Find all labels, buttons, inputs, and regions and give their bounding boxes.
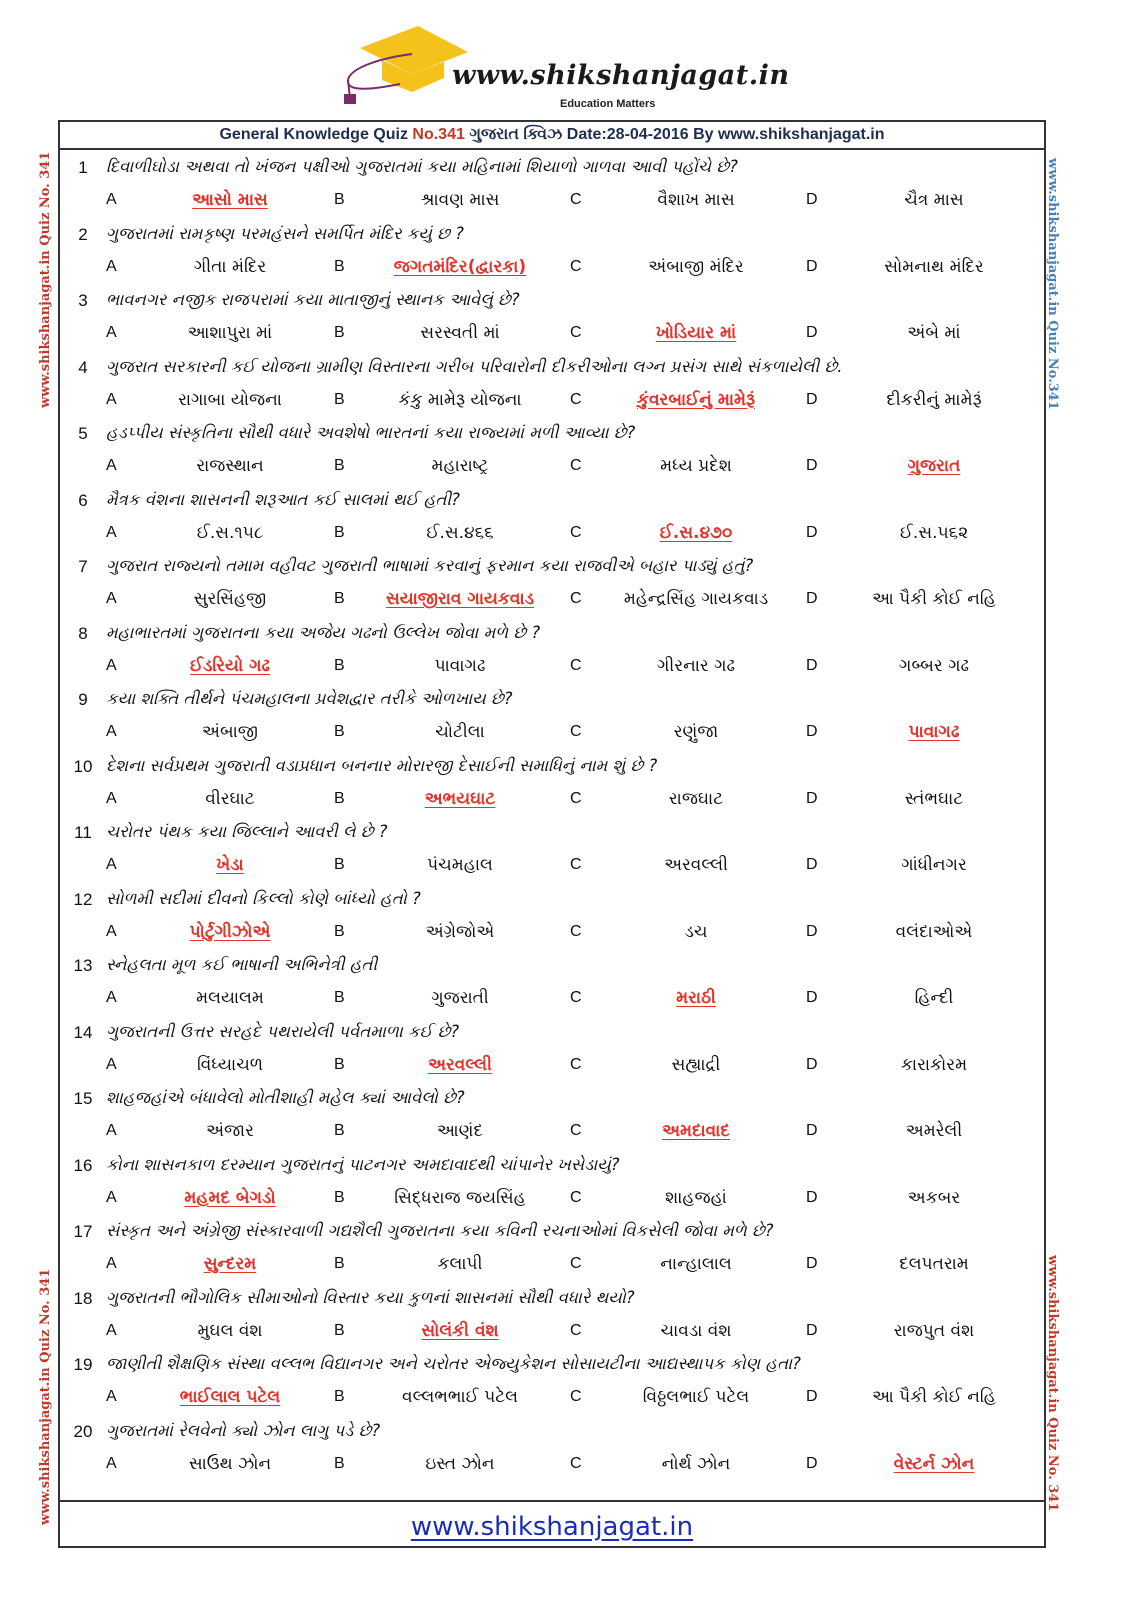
option-value: રણુંજા xyxy=(673,722,719,742)
option-value: રાજપુત વંશ xyxy=(893,1320,975,1341)
option-value: વિંધ્યાચળ xyxy=(196,1054,264,1075)
option-value: રાગાબા યોજના xyxy=(178,389,282,410)
option-letter: A xyxy=(106,1321,117,1339)
quiz-header xyxy=(60,122,1044,150)
option-value: સોમનાથ મંદિર xyxy=(884,256,984,277)
option-correct-answer: મરાઠી xyxy=(676,988,716,1008)
options-row xyxy=(60,1182,1044,1214)
question-text: સંસ્કૃત અને અંગ્રેજી સંસ્કારવાળી ગદ્યશૈલી ગુજરાતના કયા કવિની રચનાઓમાં વિકસેલી જોવા મળે છે? xyxy=(106,1221,774,1240)
side-watermark-right-top: www.shikshanjagat.in Quiz No.341 xyxy=(1045,158,1060,410)
option-value: ગીતા મંદિર xyxy=(193,256,267,277)
question-7 xyxy=(60,551,1044,617)
question-text: ગુજરાત રાજ્યનો તમામ વહીવટ ગુજરાતી ભાષામાં કરવાનું ફરમાન કયા રાજવીએ બહાર પાડ્યું હતું? xyxy=(106,556,754,575)
option-value: સિદ્ધરાજ જયસિંહ xyxy=(394,1187,526,1208)
question-text: ભાવનગર નજીક રાજપરામાં કયા માતાજીનું સ્થાનક આવેલું છે? xyxy=(106,290,520,309)
option-value: દીકરીનું મામેરૂં xyxy=(886,389,982,410)
option-letter: B xyxy=(334,1255,345,1272)
question-text: મહાભારતમાં ગુજરાતના કયા અજેય ગઢનો ઉલ્લેખ જોવા મળે છે ? xyxy=(106,622,541,642)
option-letter: D xyxy=(806,1122,818,1139)
option-letter: C xyxy=(570,1055,582,1073)
option-correct-answer: પાવાગઢ xyxy=(908,722,960,742)
option-letter: D xyxy=(806,1388,818,1405)
option-letter: B xyxy=(334,1454,345,1472)
question-text: ગુજરાતમાં રેલવેનો ક્યો ઝોન લાગુ પડે છે? xyxy=(106,1420,381,1440)
question-line xyxy=(60,1416,1044,1446)
question-line xyxy=(60,751,1044,781)
option-letter: C xyxy=(570,257,582,275)
option-letter: B xyxy=(334,856,345,873)
question-18 xyxy=(60,1283,1044,1349)
option-value: શાહજહાં xyxy=(665,1187,727,1208)
option-letter: D xyxy=(806,723,818,740)
question-16 xyxy=(60,1150,1044,1216)
options-row xyxy=(60,982,1044,1014)
option-value: અકબર xyxy=(907,1187,961,1208)
question-text: ગુજરાતની ઉત્તર સરહદે પથરાયેલી પર્વતમાળા કઈ છે? xyxy=(106,1021,460,1041)
option-letter: C xyxy=(570,191,582,208)
question-line xyxy=(60,884,1044,914)
option-value: સરસ્વતી માં xyxy=(420,323,500,343)
option-value: કલાપી xyxy=(437,1254,483,1274)
option-letter: D xyxy=(806,1055,818,1073)
question-6 xyxy=(60,485,1044,551)
option-value: અંગ્રેજોએ xyxy=(425,921,495,942)
question-1 xyxy=(60,152,1044,218)
options-row xyxy=(60,583,1044,615)
option-correct-answer: આસો માસ xyxy=(192,190,268,210)
option-value: નોર્થ ઝોન xyxy=(661,1453,731,1474)
option-value: હિન્દી xyxy=(914,988,954,1008)
option-value: ચૈત્ર માસ xyxy=(904,190,964,210)
question-line xyxy=(60,1150,1044,1180)
options-row xyxy=(60,783,1044,815)
option-value: મલયાલમ xyxy=(196,988,264,1008)
header-title-gujarati: ગુજરાત ક્વિઝ xyxy=(464,126,567,143)
option-value: સ્તંભઘાટ xyxy=(904,788,964,809)
question-8 xyxy=(60,618,1044,684)
question-13 xyxy=(60,950,1044,1016)
option-value: ઈ.સ.૫૬૨ xyxy=(899,522,969,543)
question-number: 16 xyxy=(73,1155,93,1175)
option-value: સુરસિંહજી xyxy=(193,589,267,609)
option-correct-answer: ખોડિયાર માં xyxy=(655,323,737,343)
option-value: ઈ.સ.૧૫૮ xyxy=(196,522,264,543)
option-letter: C xyxy=(570,989,582,1006)
option-letter: C xyxy=(570,457,582,474)
option-value: મહારાષ્ટ્ર xyxy=(431,456,489,476)
option-letter: C xyxy=(570,723,582,740)
option-letter: D xyxy=(806,390,818,408)
side-watermark-right-bottom: www.shikshanjagat.in Quiz No. 341 xyxy=(1045,1255,1060,1512)
option-correct-answer: કુંવરબાઈનું મામેરૂં xyxy=(636,389,756,410)
option-letter: B xyxy=(334,1122,345,1139)
option-letter: D xyxy=(806,789,818,807)
option-value: કંકુ મામેરૂ યોજના xyxy=(398,389,522,410)
option-correct-answer: અભયઘાટ xyxy=(424,788,496,809)
question-line xyxy=(60,684,1044,714)
question-5 xyxy=(60,418,1044,484)
question-number: 6 xyxy=(78,490,88,510)
option-value: ઈ.સ.૪૬૬ xyxy=(426,522,494,543)
option-letter: B xyxy=(334,324,345,341)
option-letter: A xyxy=(106,390,117,408)
option-value: ચાવડા વંશ xyxy=(660,1320,732,1341)
option-letter: A xyxy=(106,1454,117,1472)
option-letter: B xyxy=(334,191,345,208)
option-letter: B xyxy=(334,590,345,607)
question-19 xyxy=(60,1349,1044,1415)
option-letter: D xyxy=(806,523,818,541)
option-correct-answer: પોર્ટુગીઝોએ xyxy=(189,921,271,942)
option-value: વીરઘાટ xyxy=(205,788,255,809)
option-value: મધ્ય પ્રદેશ xyxy=(660,456,732,476)
options-row xyxy=(60,184,1044,216)
option-letter: D xyxy=(806,989,818,1006)
question-line xyxy=(60,551,1044,581)
side-watermark-left-bottom: www.shikshanjagat.in Quiz No. 341 xyxy=(38,1268,53,1525)
question-number: 5 xyxy=(78,424,88,443)
question-line xyxy=(60,485,1044,515)
question-text: સ્નેહલતા મૂળ કઈ ભાષાની અભિનેત્રી હતી xyxy=(106,955,378,974)
option-value: કારાકોરમ xyxy=(900,1054,968,1075)
question-17 xyxy=(60,1216,1044,1282)
option-letter: A xyxy=(106,723,117,740)
option-correct-answer: સુન્દરમ xyxy=(203,1254,257,1274)
option-letter: D xyxy=(806,1255,818,1272)
option-correct-answer: અરવલ્લી xyxy=(428,1054,492,1075)
option-letter: A xyxy=(106,922,117,940)
option-value: રાજઘાટ xyxy=(668,788,724,809)
question-line xyxy=(60,1349,1044,1379)
options-row xyxy=(60,849,1044,881)
option-value: અંબાજી મંદિર xyxy=(648,256,744,277)
question-text: ગુજરાતની ભૌગોલિક સીમાઓનો વિસ્તાર કયા કુળનાં શાસનમાં સૌથી વધારે થયો? xyxy=(106,1287,635,1307)
option-value: રાજસ્થાન xyxy=(196,456,264,476)
options-row xyxy=(60,450,1044,482)
option-letter: B xyxy=(334,1188,345,1206)
footer-divider xyxy=(60,1500,1044,1502)
question-11 xyxy=(60,817,1044,883)
question-number: 14 xyxy=(73,1022,93,1042)
option-letter: A xyxy=(106,1122,117,1139)
option-letter: D xyxy=(806,590,818,607)
question-number: 11 xyxy=(74,823,92,842)
option-letter: D xyxy=(806,1321,818,1339)
option-value: નાન્હાલાલ xyxy=(660,1254,732,1274)
option-letter: C xyxy=(570,390,582,408)
question-number: 12 xyxy=(73,889,93,909)
question-text: ચરોતર પંથક કયા જિલ્લાને આવરી લે છે ? xyxy=(106,822,388,841)
question-number: 15 xyxy=(73,1089,93,1108)
option-letter: B xyxy=(334,457,345,474)
question-number: 2 xyxy=(78,224,88,244)
option-letter: A xyxy=(106,1255,117,1272)
option-value: પંચમહાલ xyxy=(427,855,493,875)
question-text: ગુજરાત સરકારની કઈ યોજના ગ્રામીણ વિસ્તારના ગરીબ પરિવારોની દીકરીઓના લગ્ન પ્રસંગ સાથે સંકળાયેલી છે. xyxy=(106,356,843,376)
option-correct-answer: જગતમંદિર(દ્વારકા) xyxy=(393,256,527,277)
option-value: ગાંધીનગર xyxy=(901,855,967,875)
option-value: ગીરનાર ગઢ xyxy=(657,655,735,676)
question-number: 7 xyxy=(78,557,88,576)
question-text: કોના શાસનકાળ દરમ્યાન ગુજરાતનું પાટનગર અમદાવાદથી ચાંપાનેર ખસેડાયું? xyxy=(106,1154,620,1174)
question-line xyxy=(60,817,1044,847)
option-letter: A xyxy=(106,590,117,607)
question-number: 20 xyxy=(73,1421,93,1441)
option-value: આશાપુરા માં xyxy=(187,323,273,343)
options-row xyxy=(60,1315,1044,1347)
option-value: અરવલ્લી xyxy=(664,855,728,875)
header-prefix: General Knowledge Quiz xyxy=(219,126,413,143)
option-letter: A xyxy=(106,523,117,541)
option-correct-answer: ખેડા xyxy=(216,855,244,875)
option-value: આણંદ xyxy=(437,1121,483,1141)
option-correct-answer: સોલંકી વંશ xyxy=(421,1320,499,1341)
question-line xyxy=(60,219,1044,249)
question-line xyxy=(60,152,1044,182)
option-letter: A xyxy=(106,989,117,1006)
option-correct-answer: ઈડરિયો ગઢ xyxy=(189,655,271,676)
option-value: પાવાગઢ xyxy=(434,655,486,676)
option-correct-answer: ભાઈલાલ પટેલ xyxy=(179,1387,281,1407)
question-number: 10 xyxy=(73,756,93,776)
option-value: અંબે માં xyxy=(907,323,961,343)
option-letter: B xyxy=(334,1055,345,1073)
options-row xyxy=(60,251,1044,283)
options-row xyxy=(60,1248,1044,1280)
option-value: અમરેલી xyxy=(905,1121,963,1141)
logo-site-name: www.shikshanjagat.in xyxy=(452,60,790,91)
option-value: આ પૈકી કોઈ નહિ xyxy=(872,589,996,609)
option-letter: A xyxy=(106,257,117,275)
option-letter: C xyxy=(570,523,582,541)
side-watermark-left-top: www.shikshanjagat.in Quiz No. 341 xyxy=(38,151,53,408)
option-correct-answer: મહમદ બેગડો xyxy=(184,1187,276,1208)
option-letter: B xyxy=(334,723,345,740)
option-letter: C xyxy=(570,1321,582,1339)
header-date: Date:28-04-2016 By www.shikshanjagat.in xyxy=(566,126,885,143)
option-value: શ્રાવણ માસ xyxy=(420,190,500,210)
option-letter: B xyxy=(334,1388,345,1405)
option-value: અંજાર xyxy=(206,1121,254,1141)
option-letter: B xyxy=(334,922,345,940)
option-letter: A xyxy=(106,1188,117,1206)
option-letter: A xyxy=(106,656,117,674)
option-correct-answer: ઈ.સ.૪૭૦ xyxy=(659,522,733,543)
option-letter: B xyxy=(334,989,345,1006)
question-text: શાહજહાંએ બંધાવેલો મોતીશાહી મહેલ ક્યાં આવેલો છે? xyxy=(106,1088,465,1107)
option-letter: C xyxy=(570,856,582,873)
option-letter: C xyxy=(570,1454,582,1472)
question-text: દેશના સર્વપ્રથમ ગુજરાતી વડાપ્રધાન બનનાર મોરારજી દેસાઈની સમાધિનું નામ શું છે ? xyxy=(106,755,658,775)
option-letter: D xyxy=(806,257,818,275)
option-value: સહ્યાદ્રી xyxy=(671,1054,721,1075)
options-row xyxy=(60,1049,1044,1081)
option-value: વલ્લભભાઈ પટેલ xyxy=(402,1387,518,1407)
option-value: ગબ્બર ગઢ xyxy=(899,655,969,676)
options-row xyxy=(60,916,1044,948)
question-number: 3 xyxy=(78,291,88,310)
question-line xyxy=(60,352,1044,382)
option-correct-answer: ગુજરાત xyxy=(907,456,961,476)
question-12 xyxy=(60,884,1044,950)
option-letter: A xyxy=(106,1388,117,1405)
question-line xyxy=(60,1083,1044,1113)
option-letter: D xyxy=(806,856,818,873)
question-3 xyxy=(60,285,1044,351)
option-letter: D xyxy=(806,1454,818,1472)
option-letter: C xyxy=(570,1255,582,1272)
option-value: વલંદાઓએ xyxy=(895,921,973,942)
footer-website-link[interactable]: www.shikshanjagat.in xyxy=(410,1512,694,1542)
option-letter: A xyxy=(106,789,117,807)
option-value: મહેન્દ્રસિંહ ગાયકવાડ xyxy=(623,589,769,609)
options-row xyxy=(60,716,1044,748)
option-letter: D xyxy=(806,191,818,208)
option-letter: D xyxy=(806,656,818,674)
logo-tagline: Education Matters xyxy=(560,98,656,110)
question-line xyxy=(60,950,1044,980)
question-number: 19 xyxy=(73,1355,93,1374)
question-number: 17 xyxy=(73,1222,93,1241)
question-14 xyxy=(60,1017,1044,1083)
option-correct-answer: વેસ્ટર્ન ઝોન xyxy=(893,1453,975,1474)
option-letter: D xyxy=(806,324,818,341)
option-letter: C xyxy=(570,922,582,940)
question-text: કયા શક્તિ તીર્થને પંચમહાલના પ્રવેશદ્વાર તરીકે ઓળખાય છે? xyxy=(106,689,513,708)
option-letter: A xyxy=(106,191,117,208)
option-letter: C xyxy=(570,789,582,807)
option-value: સાઉથ ઝોન xyxy=(188,1453,272,1474)
question-10 xyxy=(60,751,1044,817)
question-line xyxy=(60,1283,1044,1313)
option-letter: A xyxy=(106,457,117,474)
question-line xyxy=(60,285,1044,315)
option-value: ચોટીલા xyxy=(435,722,485,742)
question-text: મૈત્રક વંશના શાસનની શરૂઆત કઈ સાલમાં થઈ હતી? xyxy=(106,489,460,509)
option-letter: A xyxy=(106,324,117,341)
option-letter: D xyxy=(806,1188,818,1206)
option-letter: C xyxy=(570,1388,582,1405)
option-letter: C xyxy=(570,324,582,341)
option-value: ડચ xyxy=(684,921,708,942)
question-line xyxy=(60,1017,1044,1047)
question-4 xyxy=(60,352,1044,418)
question-text: સોળમી સદીમાં દીવનો કિલ્લો કોણે બાંધ્યો હતો ? xyxy=(106,888,421,908)
question-line xyxy=(60,618,1044,648)
option-letter: B xyxy=(334,789,345,807)
option-value: અંબાજી xyxy=(202,722,258,742)
option-letter: D xyxy=(806,457,818,474)
question-20 xyxy=(60,1416,1044,1482)
option-value: મુઘલ વંશ xyxy=(197,1320,263,1341)
options-row xyxy=(60,1448,1044,1480)
question-number: 8 xyxy=(78,623,88,643)
question-number: 9 xyxy=(78,690,88,709)
question-9 xyxy=(60,684,1044,750)
option-value: વૈશાખ માસ xyxy=(657,190,735,210)
question-text: હડપ્પીય સંસ્કૃતિના સૌથી વધારે અવશેષો ભારતનાં કયા રાજ્યમાં મળી આવ્યા છે? xyxy=(106,423,636,442)
question-number: 13 xyxy=(73,956,93,975)
option-letter: B xyxy=(334,523,345,541)
question-number: 4 xyxy=(78,357,88,377)
option-value: દલપતરામ xyxy=(899,1254,969,1274)
options-row xyxy=(60,650,1044,682)
question-line xyxy=(60,418,1044,448)
question-15 xyxy=(60,1083,1044,1149)
option-letter: D xyxy=(806,922,818,940)
header-quiz-number: No.341 xyxy=(412,126,465,143)
graduation-cap-icon xyxy=(340,18,470,113)
options-row xyxy=(60,517,1044,549)
option-correct-answer: અમદાવાદ xyxy=(662,1121,730,1141)
site-logo xyxy=(340,18,790,113)
question-text: જાણીતી શૈક્ષણિક સંસ્થા વલ્લભ વિદ્યાનગર અને ચરોતર એજ્યુકેશન સોસાયટીના આદ્યસ્થાપક કોણ હતા? xyxy=(106,1354,801,1373)
option-letter: B xyxy=(334,257,345,275)
option-letter: C xyxy=(570,1188,582,1206)
option-letter: B xyxy=(334,1321,345,1339)
option-value: ઇસ્ત ઝોન xyxy=(425,1453,495,1474)
options-row xyxy=(60,1381,1044,1413)
question-line xyxy=(60,1216,1044,1246)
option-letter: A xyxy=(106,1055,117,1073)
option-letter: B xyxy=(334,390,345,408)
options-row xyxy=(60,1115,1044,1147)
quiz-frame xyxy=(58,120,1046,1548)
option-letter: C xyxy=(570,590,582,607)
question-2 xyxy=(60,219,1044,285)
options-row xyxy=(60,384,1044,416)
question-number: 18 xyxy=(73,1288,93,1308)
question-number: 1 xyxy=(78,158,88,177)
option-value: આ પૈકી કોઈ નહિ xyxy=(872,1387,996,1407)
options-row xyxy=(60,317,1044,349)
option-letter: B xyxy=(334,656,345,674)
option-letter: C xyxy=(570,1122,582,1139)
option-letter: C xyxy=(570,656,582,674)
option-value: ગુજરાતી xyxy=(431,988,489,1008)
option-value: વિઠ્ઠલભાઈ પટેલ xyxy=(642,1387,750,1407)
option-correct-answer: સયાજીરાવ ગાયકવાડ xyxy=(385,589,535,609)
option-letter: A xyxy=(106,856,117,873)
question-text: ગુજરાતમાં રામકૃષ્ણ પરમહંસને સમર્પિત મંદિર કયું છ ? xyxy=(106,223,464,243)
question-text: દિવાળીઘોડા અથવા તો ખંજન પક્ષીઓ ગુજરાતમાં કયા મહિનામાં શિયાળો ગાળવા આવી પહોંચે છે? xyxy=(106,157,738,176)
